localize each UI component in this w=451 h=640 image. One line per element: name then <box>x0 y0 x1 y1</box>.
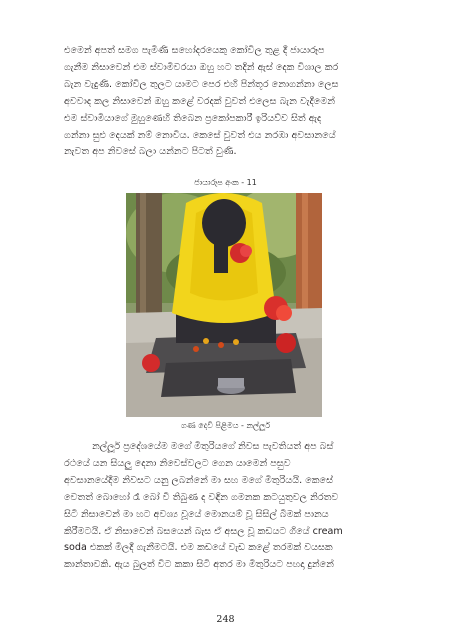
paragraph-2 <box>64 439 390 574</box>
paragraph-line: අවවාද කල නිසාවෙන් ඔහු කළේ වරදක් වුවත් එලෙස බැන වැදීමෙන් <box>64 95 336 107</box>
paragraph-1 <box>64 43 390 161</box>
paragraph-line: රථයේ යන සියලු දෙනා නිවෙස්වලට ගෙන යාමෙන් පසුව <box>64 457 291 469</box>
paragraph-line: නැවත අප නිවසේ බලා යන්නට පිටත් වුණි. <box>64 146 237 158</box>
paragraph-line: අවසානයේදීම නිවසට යනු ලබන්නේ මා සහ මගේ මිතුරියයි. කෙසේ <box>64 474 333 486</box>
paragraph-line: නල්ලූර් ප්‍රදේශයේම මගේ මිතුරියගේ නිවස පැවතියත් අප බස් <box>92 441 334 452</box>
paragraph-line: ගැනීම නිසාවෙන් එම ස්වාමිවරයා ඔහු හට තදින් ඇස් දෙක විශාල කර <box>64 61 339 73</box>
photo-caption: ගණ දෙවි පිළිමය - නල්ලූර් <box>180 421 271 430</box>
paragraph-line: soda එකක් මිලදී ගැනීමටයි. එම කඩයේ වැඩ කළේ තරමක් වයසක <box>64 542 333 554</box>
paragraph-line: කාන්තාවකි. ඇය බුලත් විට කකා සිටි අතර මා මිතුරියට පහදා දුන්නේ <box>64 559 334 571</box>
paragraph-line: කිරීමටයි. ඒ නිසාවෙන් බසයෙන් බැස ඒ අසල වූ කඩයට ගියේ cream <box>64 525 343 537</box>
paragraph-line: සිටි නිසාවෙන් මා හට අවශ්‍ය වූයේ මොනයම් වූ සිසිල් බීමක් පානය <box>64 508 329 520</box>
paragraph-line: ගන්නා සුළු දෙයක් නම් නොවිය. කෙසේ වුවත් එය නරඹා අවසානයේ <box>64 129 336 141</box>
paragraph-line: එමෙන් අපත් සමග පැමිණි සහෝදරයෙකු කෝවිල තුළ දී ජායාරූප <box>64 45 325 56</box>
figure-number-caption: ජායාරූප අංක - 11 <box>194 178 257 187</box>
paragraph-line: එම ස්වාමියාගේ මුහුණෙහි තිබෙන ප්‍රකෝපකාරී ඉරියව්ව සිත් ඇද <box>64 112 322 124</box>
paragraph-line: බැන වැදුණි. කෝවිල තුලට යාමට පෙර එහි පින්තූර නොගන්නා ලෙස <box>64 78 339 90</box>
page-number: 248 <box>216 614 235 625</box>
ganesha-statue-photo <box>126 193 322 417</box>
paragraph-line: වෙතත් බොහෝ රෑ බෝ වී තිබුණ ද වඳින ගමනක කටයුතුවල නිරතව <box>64 491 339 503</box>
